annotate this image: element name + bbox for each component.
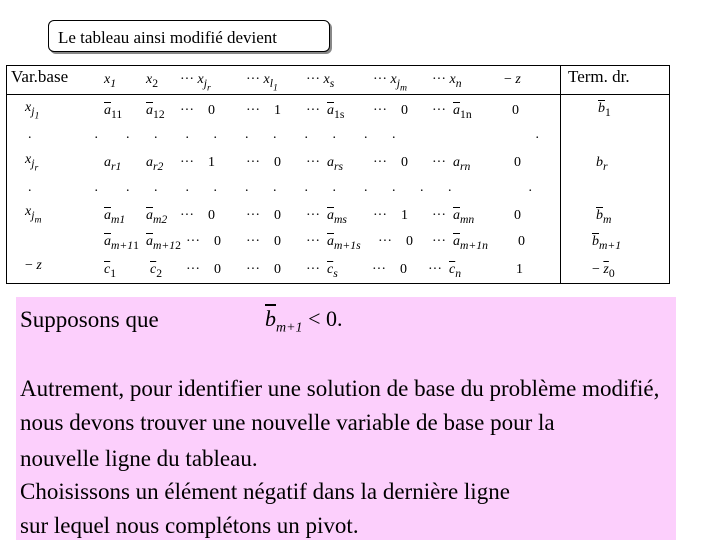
row4-c7: ··· $\overline{a}_{m+1n}$: [432, 234, 488, 252]
row2-c4: ··· 0: [246, 155, 281, 170]
condition-math: $\overline{b}_{m+1} < 0$.: [265, 306, 343, 336]
row3-c4: ··· 0: [246, 208, 281, 223]
dots-row-1: . . . . . . . . . . . . .: [28, 127, 539, 142]
header-minus-z: − z: [504, 72, 521, 87]
row1-c8: 0: [512, 103, 519, 118]
row3-am1: $\overline{a}_{m1}$: [104, 208, 126, 226]
dots-row-2: . . . . . . . . . . . . . . .: [28, 180, 532, 195]
header-x2: $x_2$: [146, 72, 159, 90]
row5-c5: ··· $\overline{c}_s$: [306, 262, 338, 280]
row4-c8: 0: [518, 234, 525, 249]
row2-base: $x_{j_r}$: [25, 152, 39, 174]
header-xn: ··· $x_n$: [432, 72, 462, 90]
row2-c8: 0: [514, 155, 521, 170]
row5-c7: ··· $\overline{c}_n$: [428, 262, 462, 280]
header-term: Term. dr.: [568, 67, 630, 86]
header-xl1: ··· $x_{l_1}$: [246, 72, 278, 94]
row5-term: − $\overline{z}_0$: [592, 262, 615, 280]
para-line-3: nouvelle ligne du tableau.: [20, 446, 258, 471]
row3-am2: $\overline{a}_{m2}$: [146, 208, 168, 226]
row3-c7: ··· $\overline{a}_{mn}$: [432, 208, 475, 226]
row1-c3: ··· 0: [180, 103, 215, 118]
row1-a12: $\overline{a}_{12}$: [146, 103, 165, 121]
row5-c3: ··· 0: [186, 262, 221, 277]
header-x1: $x_1$: [104, 72, 117, 90]
row4-am11: $\overline{a}_{m+11}$: [104, 234, 139, 252]
row5-c1: $\overline{c}_1$: [104, 262, 117, 280]
row4-c3: ··· 0: [186, 234, 221, 249]
row1-c5: ··· $\overline{a}_{1s}$: [306, 103, 345, 121]
row1-term: $\overline{b}_1$: [598, 101, 611, 119]
row3-c6: ··· 1: [373, 208, 408, 223]
row5-c8: 1: [516, 262, 523, 277]
row5-c2: $\overline{c}_2$: [150, 262, 163, 280]
row2-ar2: $a_{r2}$: [146, 155, 164, 173]
row4-term: $\overline{b}_{m+1}$: [592, 234, 622, 252]
row1-c4: ··· 1: [246, 103, 281, 118]
row1-c6: ··· 0: [373, 103, 408, 118]
row2-c6: ··· 0: [373, 155, 408, 170]
row1-c7: ··· $\overline{a}_{1n}$: [432, 103, 472, 121]
title-text: Le tableau ainsi modifié devient: [58, 28, 278, 47]
row3-c5: ··· $\overline{a}_{ms}$: [306, 208, 347, 226]
row5-c6: ··· 0: [372, 262, 407, 277]
row4-c6: ··· 0: [378, 234, 413, 249]
row5-c4: ··· 0: [246, 262, 281, 277]
header-varbase: Var.base: [11, 67, 69, 86]
para-line-1: Autrement, pour identifier une solution de base du problème modifié,: [20, 376, 660, 401]
row2-c3: ··· 1: [180, 155, 215, 170]
header-xs: ··· $x_s$: [306, 72, 335, 90]
header-xjr: ··· $x_{j_r}$: [180, 72, 211, 94]
row1-a11: $\overline{a}_{11}$: [104, 103, 123, 121]
title-box: [48, 20, 330, 52]
header-xjm: ··· $x_{j_m}$: [373, 72, 407, 94]
header-divider: [6, 94, 670, 95]
row4-am12: $\overline{a}_{m+12}$: [146, 234, 181, 252]
row2-c7: ··· $a_{rn}$: [432, 155, 471, 173]
row2-term: $b_r$: [596, 155, 608, 173]
para-line-2: nous devons trouver une nouvelle variable de base pour la: [20, 410, 555, 435]
row3-c8: 0: [514, 208, 521, 223]
row1-base: $x_{j_1}$: [25, 100, 40, 122]
row2-ar1: $a_{r1}$: [104, 155, 122, 173]
row3-c3: ··· 0: [180, 208, 215, 223]
row3-base: $x_{j_m}$: [25, 204, 42, 226]
row2-c5: ··· $a_{rs}$: [306, 155, 344, 173]
row3-term: $\overline{b}_m$: [596, 208, 612, 226]
row5-base: − z: [25, 258, 42, 273]
para-line-5: sur lequel nous complétons un pivot.: [20, 513, 359, 538]
para-line-4: Choisissons un élément négatif dans la dernière ligne: [20, 479, 510, 504]
supposons-text: Supposons que: [20, 307, 159, 332]
row4-c4: ··· 0: [246, 234, 281, 249]
row4-c5: ··· $\overline{a}_{m+1s}$: [306, 234, 361, 252]
